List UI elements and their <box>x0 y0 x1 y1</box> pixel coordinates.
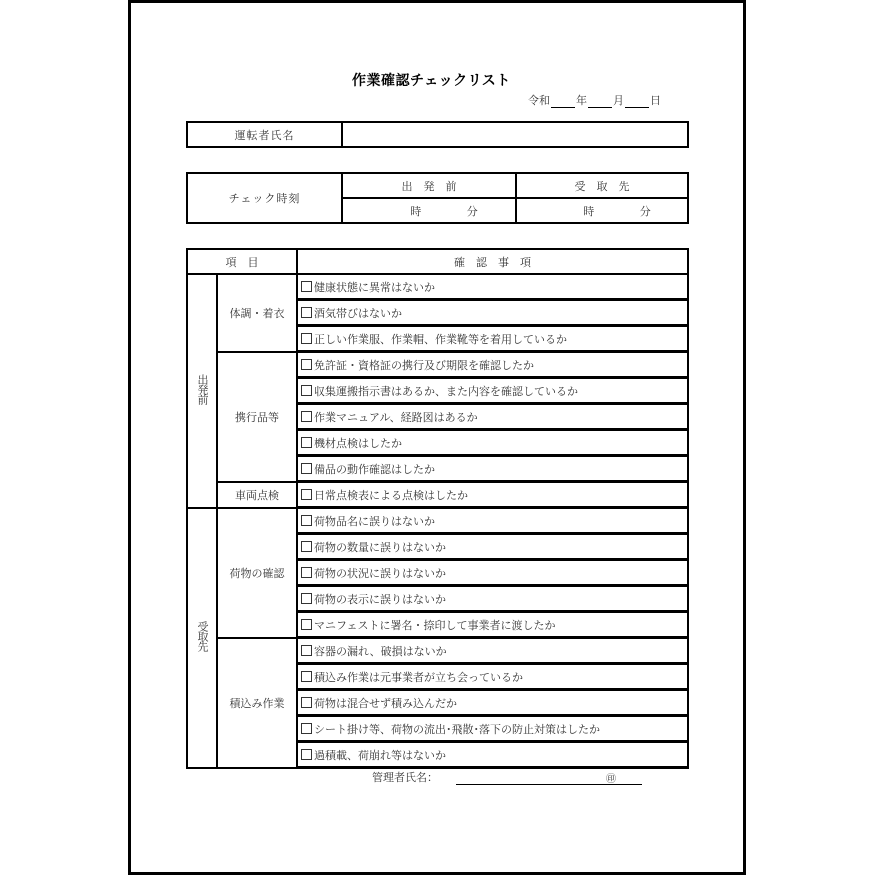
checkbox-icon[interactable] <box>301 307 312 318</box>
section-label-0 <box>187 274 217 508</box>
header-confirm: 確 認 事 項 <box>297 249 688 274</box>
date-month-field[interactable] <box>588 96 612 108</box>
checklist-item-text: 収集運搬指示書はあるか、また内容を確認しているか <box>314 384 578 398</box>
checklist-item <box>297 560 688 586</box>
group-label: 荷物の確認 <box>217 508 297 638</box>
checkbox-icon[interactable] <box>301 463 312 474</box>
checkbox-icon[interactable] <box>301 749 312 760</box>
driver-name-label: 運転者氏名 <box>187 122 342 147</box>
checkbox-icon[interactable] <box>301 489 312 500</box>
date-year-label: 年 <box>576 94 587 107</box>
date-line <box>528 92 661 108</box>
pickup-time-field[interactable] <box>516 198 688 223</box>
checklist-item-text: 荷物の数量に誤りはないか <box>314 540 446 554</box>
check-time-label: チェック時刻 <box>187 173 342 223</box>
checkbox-icon[interactable] <box>301 645 312 656</box>
checklist-item-text: 過積載、荷崩れ等はないか <box>314 748 446 762</box>
checkbox-icon[interactable] <box>301 723 312 734</box>
checkbox-icon[interactable] <box>301 541 312 552</box>
checkbox-icon[interactable] <box>301 593 312 604</box>
checklist-item <box>297 326 688 352</box>
departure-minute-label: 分 <box>466 204 478 218</box>
checklist-item <box>297 638 688 664</box>
section-label-1 <box>187 508 217 768</box>
checklist-item <box>297 274 688 300</box>
checklist-item <box>297 742 688 768</box>
driver-name-field[interactable] <box>342 122 688 147</box>
checklist-item <box>297 300 688 326</box>
checkbox-icon[interactable] <box>301 333 312 344</box>
checklist-item <box>297 612 688 638</box>
checklist-item-text: 健康状態に異常はないか <box>314 280 435 294</box>
checklist-item <box>297 508 688 534</box>
checkbox-icon[interactable] <box>301 281 312 292</box>
document-title: 作業確認チェックリスト <box>352 73 511 89</box>
header-item: 項 目 <box>187 249 297 274</box>
check-time-table <box>186 172 689 224</box>
checkbox-icon[interactable] <box>301 671 312 682</box>
checklist-item <box>297 534 688 560</box>
checklist-item-text: 容器の漏れ、破損はないか <box>314 644 447 658</box>
section-name: 受取先 <box>196 621 209 651</box>
checklist-item-text: 荷物の表示に誤りはないか <box>314 592 446 606</box>
manager-name-field[interactable] <box>456 772 642 785</box>
date-month-label: 月 <box>613 94 624 107</box>
section-name: 出発前 <box>196 374 209 405</box>
checklist-item-text: 積込み作業は元事業者が立ち会っているか <box>314 670 523 684</box>
checklist-item-text: 酒気帯びはないか <box>314 306 402 320</box>
manager-signature <box>372 769 642 785</box>
group-label: 携行品等 <box>217 352 297 482</box>
departure-header: 出 発 前 <box>342 173 516 198</box>
checkbox-icon[interactable] <box>301 567 312 578</box>
checkbox-icon[interactable] <box>301 385 312 396</box>
checklist-item-text: 日常点検表による点検はしたか <box>314 488 468 502</box>
checklist-item <box>297 664 688 690</box>
checklist-item <box>297 352 688 378</box>
table-row <box>187 508 688 534</box>
checkbox-icon[interactable] <box>301 697 312 708</box>
table-row <box>187 482 688 508</box>
driver-name-table <box>186 121 689 148</box>
date-day-label: 日 <box>650 94 661 107</box>
group-label: 車両点検 <box>217 482 297 508</box>
checklist-item <box>297 456 688 482</box>
departure-hour-label: 時 <box>410 204 422 218</box>
date-day-field[interactable] <box>625 96 649 108</box>
checklist-item-text: 荷物の状況に誤りはないか <box>314 566 446 580</box>
checklist-table <box>186 248 689 769</box>
group-label: 体調・着衣 <box>217 274 297 352</box>
date-era: 令和 <box>528 94 550 107</box>
checkbox-icon[interactable] <box>301 359 312 370</box>
checklist-item-text: 作業マニュアル、経路図はあるか <box>314 410 478 424</box>
checklist-item <box>297 690 688 716</box>
checklist-item <box>297 716 688 742</box>
pickup-hour-label: 時 <box>583 204 595 218</box>
checklist-item-text: シート掛け等、荷物の流出･飛散･落下の防止対策はしたか <box>314 722 600 736</box>
table-row <box>187 638 688 664</box>
checkbox-icon[interactable] <box>301 437 312 448</box>
checklist-item-text: 免許証・資格証の携行及び期限を確認したか <box>314 358 534 372</box>
checklist-item-text: マニフェストに署名・捺印して事業者に渡したか <box>314 618 556 632</box>
checklist-item <box>297 586 688 612</box>
checklist-item-text: 荷物は混合せず積み込んだか <box>314 696 457 710</box>
checklist-item-text: 機材点検はしたか <box>314 436 402 450</box>
date-year-field[interactable] <box>551 96 575 108</box>
table-row <box>187 352 688 378</box>
manager-label: 管理者氏名： <box>372 771 438 784</box>
pickup-header: 受 取 先 <box>516 173 688 198</box>
checklist-item <box>297 482 688 508</box>
seal-icon: ㊞ <box>606 774 616 785</box>
checklist-item <box>297 404 688 430</box>
checkbox-icon[interactable] <box>301 411 312 422</box>
pickup-minute-label: 分 <box>639 204 651 218</box>
table-row <box>187 274 688 300</box>
group-label: 積込み作業 <box>217 638 297 768</box>
checklist-item <box>297 378 688 404</box>
checklist-item-text: 備品の動作確認はしたか <box>314 462 435 476</box>
checkbox-icon[interactable] <box>301 619 312 630</box>
departure-time-field[interactable] <box>342 198 516 223</box>
checklist-item-text: 荷物品名に誤りはないか <box>314 514 435 528</box>
checklist-item-text: 正しい作業服、作業帽、作業靴等を着用しているか <box>314 332 567 346</box>
checkbox-icon[interactable] <box>301 515 312 526</box>
checklist-item <box>297 430 688 456</box>
